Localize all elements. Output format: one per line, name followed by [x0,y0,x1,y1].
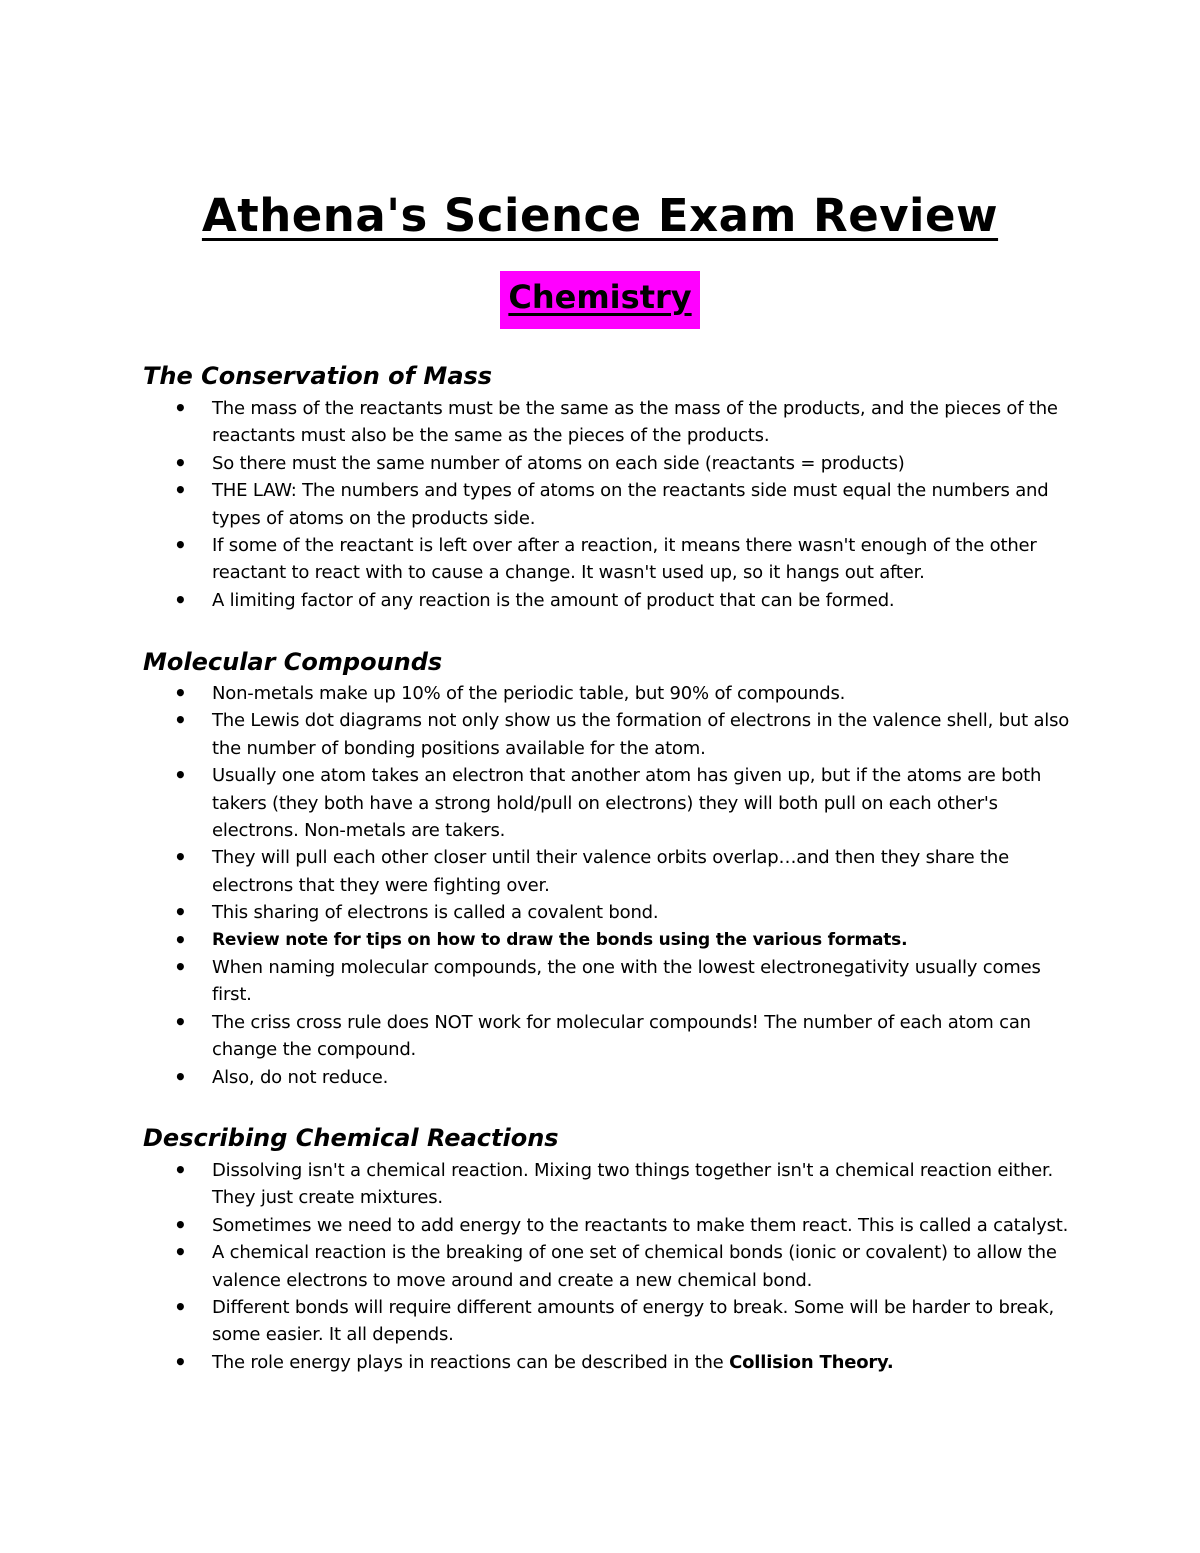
list-item: • Review note for tips on how to draw the bonds using the various formats. [0,927,1200,954]
collision-theory-term: Collision Theory. [729,1351,894,1373]
list-item: • So there must the same number of atoms on each side (reactants = products) [0,450,1200,477]
section-heading-describing-chemical-reactions: Describing Chemical Reactions [143,1124,559,1152]
list-item: • The role energy plays in reactions can be described in the Collision Theory. [0,1349,1200,1376]
section-heading-conservation-of-mass: The Conservation of Mass [143,362,493,390]
list-item: • If some of the reactant is left over after a reaction, it means there wasn't enough of the other reactant to react with to cause a change. It wasn't used up, so it hangs out after. [0,532,1200,587]
list-item: • The mass of the reactants must be the same as the mass of the products, and the pieces of the reactants must also be the same as the pieces of the products. [0,395,1200,450]
list-item: • When naming molecular compounds, the one with the lowest electronegativity usually comes first. [0,954,1200,1009]
list-item: • Usually one atom takes an electron that another atom has given up, but if the atoms are both takers (they both have a strong hold/pull on electrons) they will both pull on each other's electrons. Non-metals are takers. [0,762,1200,844]
list-item: • A chemical reaction is the breaking of one set of chemical bonds (ionic or covalent) to allow the valence electrons to move around and create a new chemical bond. [0,1239,1200,1294]
list-item: • They will pull each other closer until their valence orbits overlap…and then they share the electrons that they were fighting over. [0,844,1200,899]
section-heading-molecular-compounds: Molecular Compounds [143,648,443,676]
page-title: Athena's Science Exam Review [201,189,999,243]
list-item: • Different bonds will require different amounts of energy to break. Some will be harder to break, some easier. It all depends. [0,1294,1200,1349]
subject-heading: Chemistry [0,271,1200,329]
bullet-list-conservation-of-mass [0,395,1200,614]
list-item: • Dissolving isn't a chemical reaction. Mixing two things together isn't a chemical reaction either. They just create mixtures. [0,1157,1200,1212]
list-item: • A limiting factor of any reaction is the amount of product that can be formed. [0,587,1200,614]
list-item: • Sometimes we need to add energy to the reactants to make them react. This is called a catalyst. [0,1212,1200,1239]
list-item: • This sharing of electrons is called a covalent bond. [0,899,1200,926]
list-item: • Non-metals make up 10% of the periodic table, but 90% of compounds. [0,680,1200,707]
list-item: • Also, do not reduce. [0,1064,1200,1091]
list-item: • THE LAW: The numbers and types of atoms on the reactants side must equal the numbers and types of atoms on the products side. [0,477,1200,532]
bullet-list-describing-chemical-reactions [0,1157,1200,1376]
list-item: • The Lewis dot diagrams not only show us the formation of electrons in the valence shell, but also the number of bonding positions available for the atom. [0,707,1200,762]
bullet-list-molecular-compounds [0,680,1200,1091]
list-item: • The criss cross rule does NOT work for molecular compounds! The number of each atom can change the compound. [0,1009,1200,1064]
